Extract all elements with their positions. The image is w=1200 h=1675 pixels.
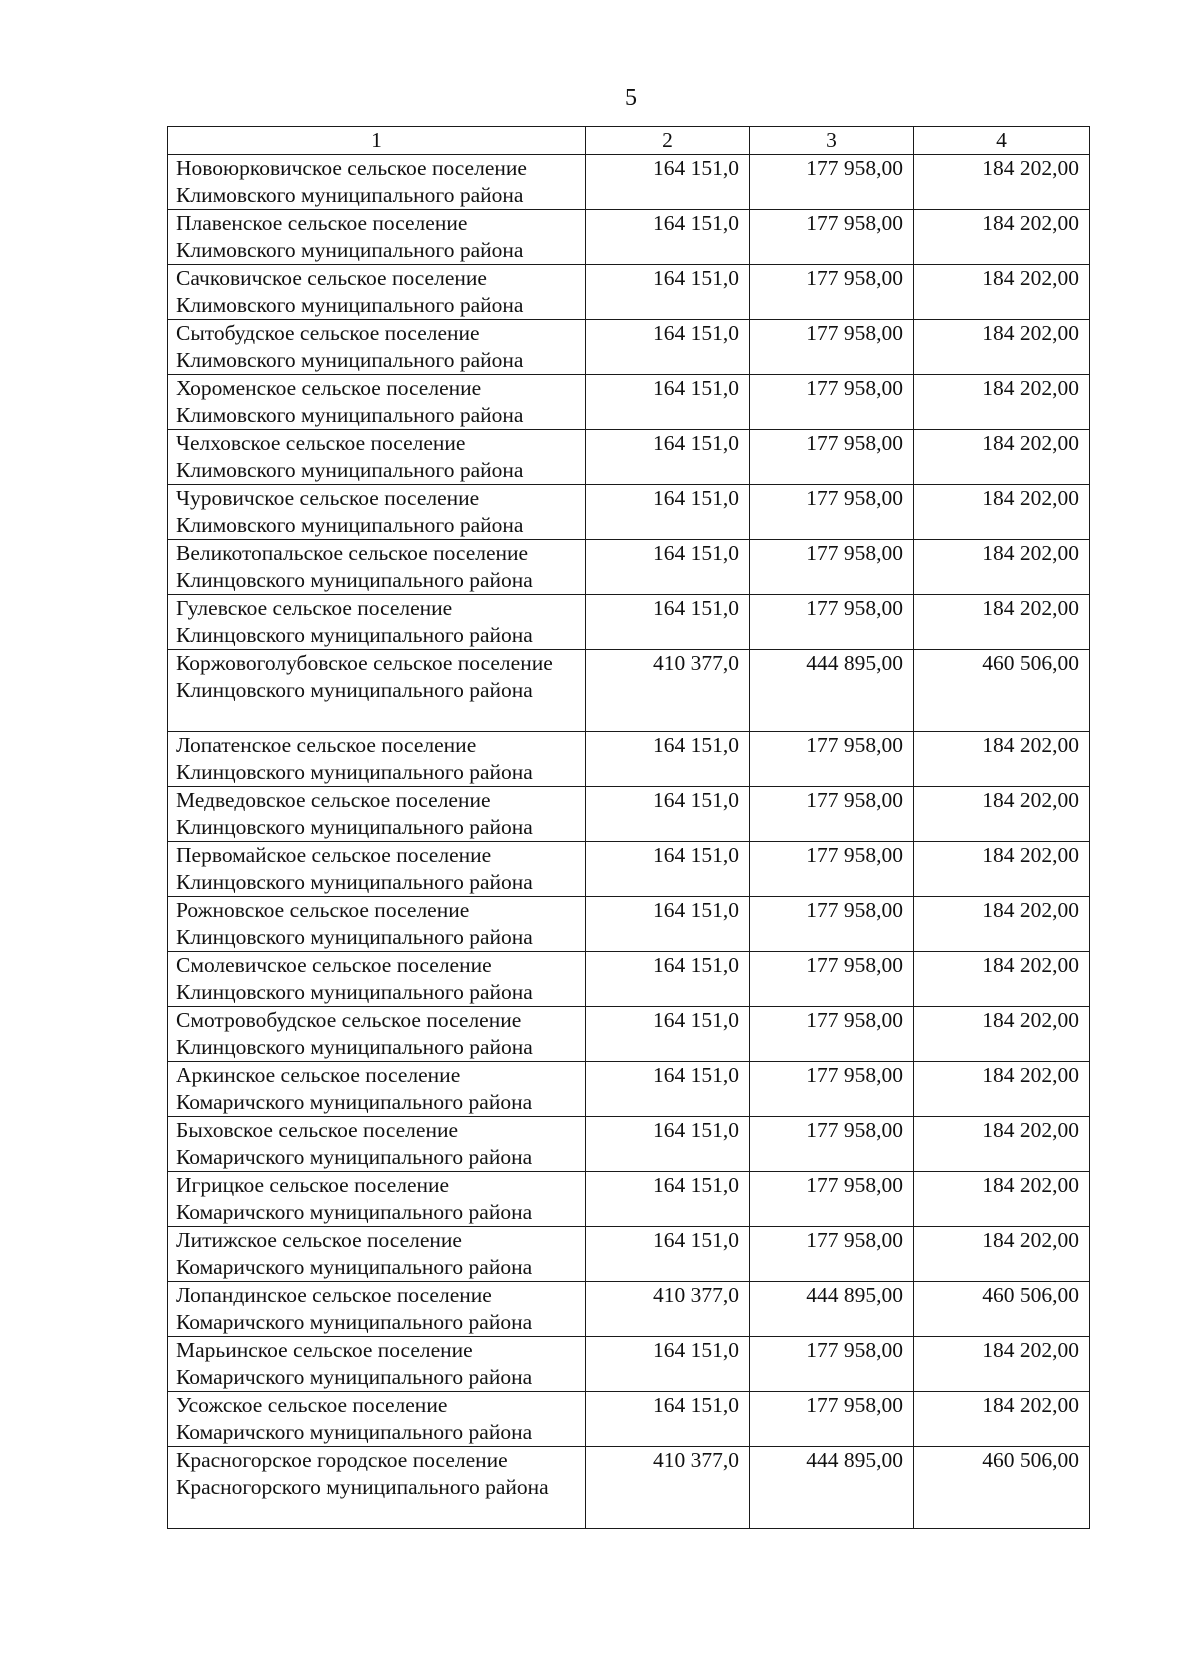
settlement-name: Литижское сельское поселение Комаричского муниципального района <box>168 1227 586 1282</box>
value-col-2: 164 151,0 <box>586 1392 750 1447</box>
value-col-2: 164 151,0 <box>586 1007 750 1062</box>
header-row <box>168 127 1090 155</box>
value-col-4: 184 202,00 <box>914 1172 1090 1227</box>
settlement-name: Смотровобудское сельское поселение Клинцовского муниципального района <box>168 1007 586 1062</box>
settlement-name: Рожновское сельское поселение Клинцовского муниципального района <box>168 897 586 952</box>
settlement-name: Красногорское городское поселение Красногорского муниципального района <box>168 1447 586 1529</box>
settlement-name: Лопатенское сельское поселение Клинцовского муниципального района <box>168 732 586 787</box>
table-row <box>168 375 1090 430</box>
table-row <box>168 1007 1090 1062</box>
value-col-2: 164 151,0 <box>586 210 750 265</box>
value-col-3: 177 958,00 <box>750 155 914 210</box>
value-col-3: 177 958,00 <box>750 952 914 1007</box>
header-col-3: 3 <box>750 127 914 155</box>
header-col-4: 4 <box>914 127 1090 155</box>
table-row <box>168 265 1090 320</box>
value-col-4: 184 202,00 <box>914 1062 1090 1117</box>
settlement-name: Смолевичское сельское поселение Клинцовского муниципального района <box>168 952 586 1007</box>
header-col-1: 1 <box>168 127 586 155</box>
value-col-2: 164 151,0 <box>586 375 750 430</box>
settlement-name: Усожское сельское поселение Комаричского муниципального района <box>168 1392 586 1447</box>
value-col-3: 177 958,00 <box>750 842 914 897</box>
table-row <box>168 1227 1090 1282</box>
table-row <box>168 155 1090 210</box>
settlement-name: Аркинское сельское поселение Комаричского муниципального района <box>168 1062 586 1117</box>
value-col-2: 164 151,0 <box>586 842 750 897</box>
value-col-2: 410 377,0 <box>586 650 750 732</box>
settlement-name: Медведовское сельское поселение Клинцовского муниципального района <box>168 787 586 842</box>
value-col-2: 410 377,0 <box>586 1282 750 1337</box>
table-row <box>168 1392 1090 1447</box>
value-col-4: 460 506,00 <box>914 1447 1090 1529</box>
table-row <box>168 1447 1090 1529</box>
value-col-2: 164 151,0 <box>586 952 750 1007</box>
table-row <box>168 430 1090 485</box>
table-row <box>168 1172 1090 1227</box>
value-col-2: 164 151,0 <box>586 1227 750 1282</box>
value-col-2: 164 151,0 <box>586 1117 750 1172</box>
table-row <box>168 952 1090 1007</box>
table-row <box>168 897 1090 952</box>
value-col-2: 164 151,0 <box>586 595 750 650</box>
settlement-name: Хороменское сельское поселение Климовского муниципального района <box>168 375 586 430</box>
table-row <box>168 1062 1090 1117</box>
settlement-name: Челховское сельское поселение Климовского муниципального района <box>168 430 586 485</box>
table-row <box>168 485 1090 540</box>
header-col-2: 2 <box>586 127 750 155</box>
value-col-2: 164 151,0 <box>586 1172 750 1227</box>
settlement-name: Лопандинское сельское поселение Комаричского муниципального района <box>168 1282 586 1337</box>
value-col-2: 164 151,0 <box>586 320 750 375</box>
value-col-4: 184 202,00 <box>914 1392 1090 1447</box>
settlement-name: Коржовоголубовское сельское поселение Клинцовского муниципального района <box>168 650 586 732</box>
table-row <box>168 595 1090 650</box>
value-col-3: 177 958,00 <box>750 1062 914 1117</box>
value-col-4: 460 506,00 <box>914 650 1090 732</box>
value-col-3: 177 958,00 <box>750 430 914 485</box>
value-col-3: 444 895,00 <box>750 1447 914 1529</box>
value-col-4: 184 202,00 <box>914 485 1090 540</box>
value-col-4: 184 202,00 <box>914 155 1090 210</box>
value-col-3: 444 895,00 <box>750 1282 914 1337</box>
table-row <box>168 540 1090 595</box>
value-col-2: 164 151,0 <box>586 265 750 320</box>
value-col-4: 184 202,00 <box>914 1337 1090 1392</box>
page-number: 5 <box>625 85 637 111</box>
value-col-3: 177 958,00 <box>750 1117 914 1172</box>
value-col-4: 184 202,00 <box>914 320 1090 375</box>
value-col-3: 177 958,00 <box>750 320 914 375</box>
table-row <box>168 210 1090 265</box>
value-col-3: 177 958,00 <box>750 1227 914 1282</box>
value-col-2: 164 151,0 <box>586 485 750 540</box>
value-col-4: 184 202,00 <box>914 375 1090 430</box>
value-col-4: 184 202,00 <box>914 210 1090 265</box>
settlement-name: Великотопальское сельское поселение Клинцовского муниципального района <box>168 540 586 595</box>
settlement-name: Марьинское сельское поселение Комаричского муниципального района <box>168 1337 586 1392</box>
value-col-3: 177 958,00 <box>750 787 914 842</box>
value-col-4: 184 202,00 <box>914 430 1090 485</box>
settlement-name: Сачковичское сельское поселение Климовского муниципального района <box>168 265 586 320</box>
table-row <box>168 650 1090 732</box>
table-row <box>168 1337 1090 1392</box>
allocation-table <box>167 126 1090 1529</box>
settlement-name: Чуровичское сельское поселение Климовского муниципального района <box>168 485 586 540</box>
value-col-4: 184 202,00 <box>914 1227 1090 1282</box>
settlement-name: Гулевское сельское поселение Клинцовского муниципального района <box>168 595 586 650</box>
value-col-2: 164 151,0 <box>586 155 750 210</box>
value-col-4: 184 202,00 <box>914 952 1090 1007</box>
value-col-2: 164 151,0 <box>586 430 750 485</box>
settlement-name: Игрицкое сельское поселение Комаричского муниципального района <box>168 1172 586 1227</box>
value-col-4: 184 202,00 <box>914 540 1090 595</box>
value-col-4: 184 202,00 <box>914 265 1090 320</box>
settlement-name: Быховское сельское поселение Комаричского муниципального района <box>168 1117 586 1172</box>
value-col-2: 164 151,0 <box>586 540 750 595</box>
value-col-4: 184 202,00 <box>914 1117 1090 1172</box>
value-col-3: 177 958,00 <box>750 1172 914 1227</box>
value-col-3: 177 958,00 <box>750 1337 914 1392</box>
value-col-2: 164 151,0 <box>586 1062 750 1117</box>
table-row <box>168 842 1090 897</box>
value-col-2: 164 151,0 <box>586 732 750 787</box>
value-col-3: 177 958,00 <box>750 210 914 265</box>
value-col-3: 177 958,00 <box>750 540 914 595</box>
value-col-2: 164 151,0 <box>586 1337 750 1392</box>
value-col-4: 184 202,00 <box>914 897 1090 952</box>
settlement-name: Сытобудское сельское поселение Климовского муниципального района <box>168 320 586 375</box>
value-col-3: 177 958,00 <box>750 485 914 540</box>
value-col-2: 164 151,0 <box>586 787 750 842</box>
value-col-3: 177 958,00 <box>750 1392 914 1447</box>
value-col-4: 184 202,00 <box>914 787 1090 842</box>
table-row <box>168 1117 1090 1172</box>
table-row <box>168 320 1090 375</box>
value-col-3: 177 958,00 <box>750 265 914 320</box>
value-col-2: 410 377,0 <box>586 1447 750 1529</box>
value-col-3: 177 958,00 <box>750 375 914 430</box>
table-row <box>168 732 1090 787</box>
settlement-name: Первомайское сельское поселение Клинцовского муниципального района <box>168 842 586 897</box>
settlement-name: Плавенское сельское поселение Климовского муниципального района <box>168 210 586 265</box>
value-col-2: 164 151,0 <box>586 897 750 952</box>
table-row <box>168 787 1090 842</box>
settlement-name: Новоюрковичское сельское поселение Климовского муниципального района <box>168 155 586 210</box>
table-row <box>168 1282 1090 1337</box>
table-header <box>168 127 1090 155</box>
value-col-3: 177 958,00 <box>750 1007 914 1062</box>
value-col-3: 177 958,00 <box>750 897 914 952</box>
value-col-4: 184 202,00 <box>914 842 1090 897</box>
value-col-4: 184 202,00 <box>914 595 1090 650</box>
value-col-3: 444 895,00 <box>750 650 914 732</box>
value-col-3: 177 958,00 <box>750 595 914 650</box>
value-col-4: 184 202,00 <box>914 1007 1090 1062</box>
value-col-3: 177 958,00 <box>750 732 914 787</box>
value-col-4: 460 506,00 <box>914 1282 1090 1337</box>
value-col-4: 184 202,00 <box>914 732 1090 787</box>
table-body <box>168 155 1090 1529</box>
